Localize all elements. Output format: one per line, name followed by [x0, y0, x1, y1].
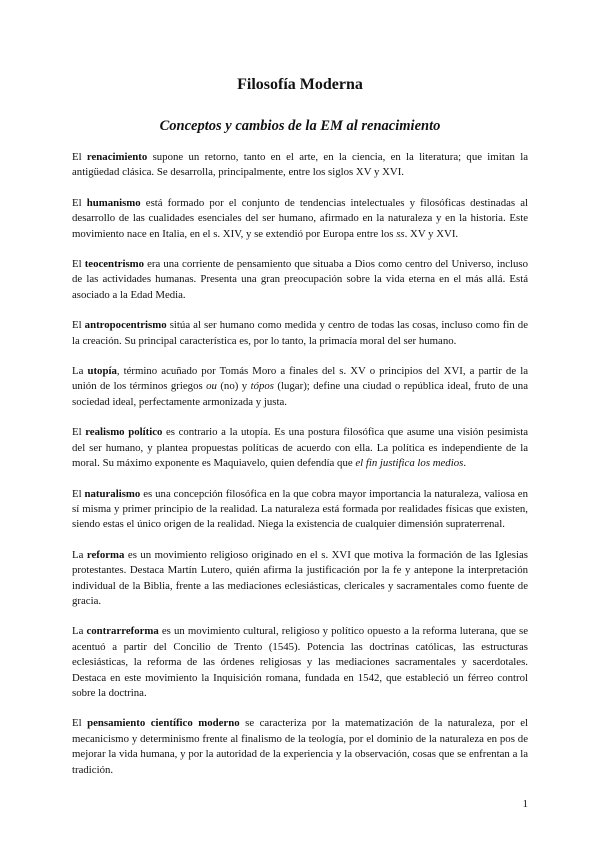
document-body — [72, 150, 528, 793]
paragraph-lead: La — [72, 365, 88, 378]
paragraph-lead: La — [72, 625, 87, 638]
paragraph-lead: El — [72, 196, 87, 209]
paragraph-utopia — [72, 364, 528, 410]
paragraph-humanismo — [72, 196, 528, 242]
paragraph-lead: El — [72, 426, 86, 439]
paragraph-lead: El — [72, 717, 88, 730]
paragraph-text: . — [463, 457, 467, 470]
paragraph-contrarreforma — [72, 624, 528, 701]
defined-term: teocentrismo — [84, 258, 145, 271]
paragraph-text: es una concepción filosófica en la que cobra mayor importancia la naturaleza, valiosa en sí misma y primer principio de la realidad. La naturaleza está formada por realidades físicas que existen, siendo estas el único origen de la realidad. Niega la existencia de cualquier dimensión supraterrenal. — [72, 487, 528, 531]
paragraph-text: se caracteriza por la matematización de la naturaleza, por el mecanicismo y determinismo frente al finalismo de la teología, por el dominio de la naturaleza en pos de mejorar la vida humana, y por la autoridad de la experiencia y la observación, cosas que se enfrentan a la tradición. — [72, 717, 528, 776]
paragraph-text: (lugar); define una ciudad o república ideal, fruto de una sociedad ideal, perfectamente armonizada y justa. — [72, 380, 529, 408]
defined-term: humanismo — [86, 196, 141, 209]
defined-term: renacimiento — [86, 151, 148, 163]
paragraph-text: es contrario a la utopía. Es una postura filosófica que asume una visión pesimista del ser humano, y plantea propuestas políticas de acuerdo con ella. La política es independiente de la moral. Su máximo exponente es Maquiavelo, quien defendía que — [72, 426, 528, 470]
paragraph-lead: El — [72, 151, 87, 163]
paragraph-text: sitúa al ser humano como medida y centro de todas las cosas, incluso como fin de la creación. Su principal característica es, por lo tanto, la primacía moral del ser humano. — [72, 319, 528, 347]
page-title: Filosofía Moderna — [237, 76, 363, 93]
paragraph-pensamiento-cientifico — [72, 716, 528, 778]
paragraph-naturalismo — [72, 487, 528, 533]
italic-text: ou — [206, 380, 217, 393]
paragraph-text: es un movimiento cultural, religioso y político opuesto a la reforma luterana, que se acentuó a partir del Concilio de Trento (1545). Potencia las doctrinas católicas, las estructuras eclesiásticas, la reforma de las órdenes religiosas y las mediaciones sacramentales y sacerdotales. Destaca en este movimiento la Inquisición romana, fundada en 1542, que estableció un férreo control sobre la doctrina. — [72, 625, 528, 699]
defined-term: utopía — [87, 365, 117, 378]
paragraph-reforma — [72, 548, 528, 610]
paragraph-text: supone un retorno, tanto en el arte, en la ciencia, en la literatura; que imitan la antigüedad clásica. Se desarrolla, principalmente, entre los siglos XV y XVI. — [72, 151, 528, 179]
defined-term: naturalismo — [84, 487, 141, 500]
paragraph-renacimiento — [72, 150, 528, 181]
paragraph-lead: La — [72, 548, 87, 561]
defined-term: reforma — [86, 548, 125, 561]
paragraph-lead: El — [72, 487, 85, 500]
paragraph-text: es un movimiento religioso originado en el s. XVI que motiva la formación de las Iglesias protestantes. Destaca Martín Lutero, quién afirma la justificación por la fe y antepone la interpretación individual de la Biblia, frente a las mediaciones eclesiásticas, clericales y sacramentales como fuente de gracia. — [72, 548, 528, 607]
paragraph-antropocentrismo — [72, 318, 528, 349]
paragraph-text: está formado por el conjunto de tendencias intelectuales y filosóficas destinadas al desarrollo de las cualidades esenciales del ser humano, afirmado en la naturaleza y en la historia. Este movimiento nace en Italia, en el s. XIV, y se extendió por Europa entre los — [72, 196, 528, 240]
page-number: 1 — [522, 798, 528, 810]
paragraph-teocentrismo — [72, 257, 528, 303]
paragraph-lead: El — [72, 258, 85, 271]
italic-text: ss — [396, 227, 405, 240]
page-subtitle: Conceptos y cambios de la EM al renacimiento — [159, 118, 441, 134]
defined-term: realismo político — [85, 426, 163, 439]
paragraph-text: (no) y — [216, 380, 251, 393]
italic-text: el fin justifica los medios — [355, 457, 464, 470]
paragraph-realismo-politico — [72, 425, 528, 471]
paragraph-text: , término acuñado por Tomás Moro a finales del s. XV o principios del XVI, a partir de la unión de los términos griegos — [72, 365, 528, 393]
defined-term: antropocentrismo — [84, 319, 167, 332]
defined-term: pensamiento científico moderno — [87, 717, 240, 730]
italic-text: tópos — [250, 380, 274, 393]
paragraph-text: . XV y XVI. — [404, 227, 459, 240]
paragraph-text: era una corriente de pensamiento que situaba a Dios como centro del Universo, incluso de las actividades humanas. Presenta una gran preocupación sobre la vida eterna en el más allá. Está asociado a la Edad Media. — [72, 258, 529, 301]
defined-term: contrarreforma — [86, 625, 159, 638]
paragraph-lead: El — [72, 319, 85, 332]
